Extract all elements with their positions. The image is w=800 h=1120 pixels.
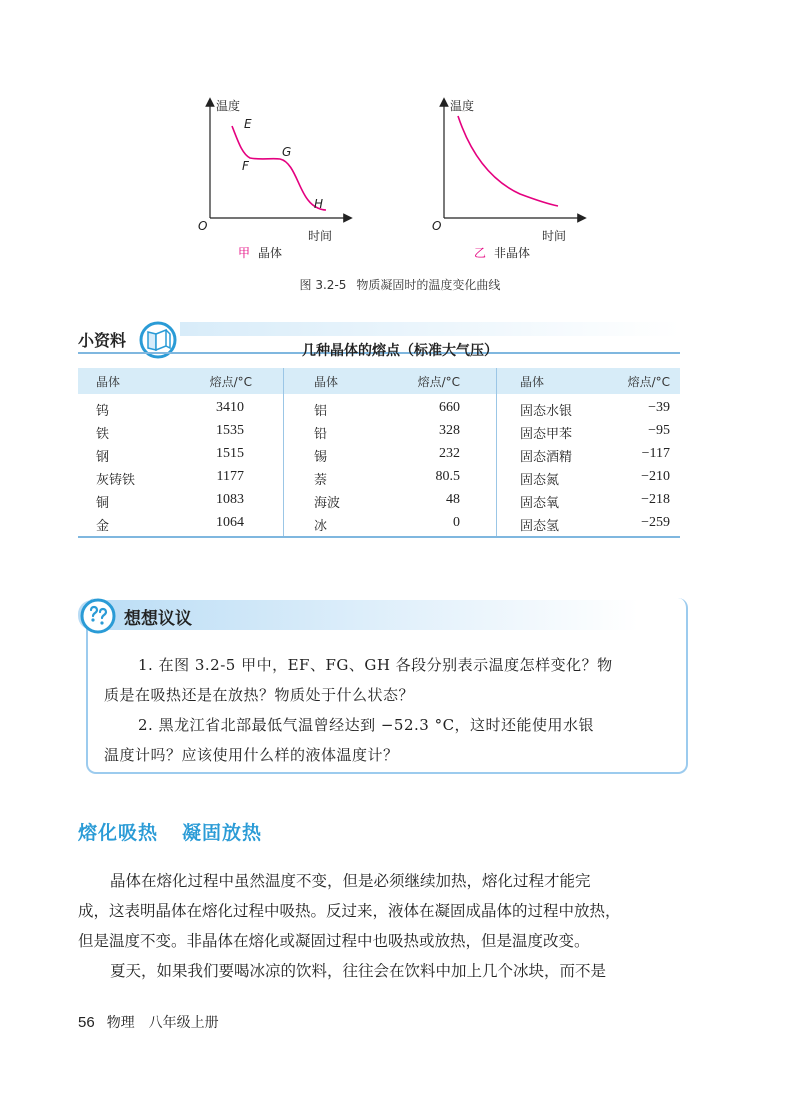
table-cell-name: 萘: [314, 473, 328, 488]
figure-caption-text: 物质凝固时的温度变化曲线: [356, 278, 501, 292]
table-cell-name: 铝: [314, 404, 328, 419]
info-box-tag: 小资料: [78, 331, 127, 350]
table-bottom-rule: [78, 536, 680, 538]
table-cell-name: 固态酒精: [520, 450, 573, 465]
table-cell-name: 灰铸铁: [96, 473, 136, 488]
figure-caption: [0, 276, 800, 293]
graph-a-mark: 甲: [238, 246, 251, 260]
point-g: G: [282, 145, 292, 159]
origin-label: O: [432, 219, 442, 233]
table-cell-value: 0: [453, 515, 460, 530]
table-cell-value: 3410: [216, 400, 244, 415]
page-footer: [78, 1012, 219, 1032]
table-cell-value: 660: [439, 400, 460, 415]
discussion-q2-line1: 2. 黑龙江省北部最低气温曾经达到 −52.3 °C，这时还能使用水银: [138, 716, 595, 734]
section-title-b: 凝固放热: [182, 822, 263, 844]
paragraph-line: 晶体在熔化过程中虽然温度不变，但是必须继续加热，熔化过程才能完: [110, 872, 591, 890]
paragraph-line: 夏天，如果我们要喝冰凉的饮料，往往会在饮料中加上几个冰块，而不是: [110, 962, 607, 980]
table-title: 几种晶体的熔点（标准大气压）: [302, 343, 498, 359]
table-header-name: 晶体: [96, 375, 121, 389]
table-cell-name: 金: [96, 519, 110, 534]
point-e: E: [244, 117, 252, 131]
table-cell-name: 固态氧: [520, 496, 560, 511]
discussion-q1-line1: 1. 在图 3.2-5 甲中，EF、FG、GH 各段分别表示温度怎样变化？物: [138, 656, 613, 674]
table-header-band: [78, 368, 680, 394]
table-cell-value: −218: [641, 492, 670, 507]
graph-b-mark: 乙: [474, 246, 487, 260]
table-cell-value: 1083: [216, 492, 244, 507]
table-cell-value: −95: [648, 423, 670, 438]
origin-label: O: [198, 219, 208, 233]
discussion-q1-line2: 质是在吸热还是在放热？物质处于什么状态？: [104, 686, 415, 704]
book-title: 物理 八年级上册: [106, 1015, 219, 1031]
table-header-name: 晶体: [314, 375, 339, 389]
table-cell-name: 铅: [314, 427, 328, 442]
discussion-icon: [80, 598, 116, 634]
table-cell-name: 钢: [96, 450, 110, 465]
graph-a-title: 晶体: [258, 246, 283, 260]
table-cell-name: 固态氢: [520, 519, 560, 534]
table-cell-name: 钨: [96, 404, 110, 419]
info-box-top-bar: [180, 322, 680, 336]
table-cell-value: 1535: [216, 423, 244, 438]
paragraph-line: 成，这表明晶体在熔化过程中吸热。反过来，液体在凝固成晶体的过程中放热，: [78, 902, 621, 920]
y-axis-label: 温度: [216, 99, 241, 113]
table-cell-value: 1177: [216, 469, 244, 484]
paragraph-line: 但是温度不变。非晶体在熔化或凝固过程中也吸热或放热，但是温度改变。: [78, 932, 590, 950]
table-cell-name: 冰: [314, 519, 328, 534]
table-cell-value: 80.5: [435, 469, 460, 484]
table-cell-value: 1064: [216, 515, 244, 530]
table-cell-name: 铁: [96, 427, 110, 442]
table-cell-value: −117: [641, 446, 670, 461]
discussion-title: 想想议议: [124, 609, 192, 629]
section-title-a: 熔化吸热: [78, 822, 159, 844]
table-cell-value: −39: [648, 400, 670, 415]
graph-b-title: 非晶体: [494, 246, 531, 260]
table-cell-value: 1515: [216, 446, 244, 461]
table-cell-name: 固态水银: [520, 404, 573, 419]
discussion-q2-line2: 温度计吗？应该使用什么样的液体温度计？: [104, 746, 399, 764]
table-header-value: 熔点/°C: [627, 375, 670, 389]
column-divider: [496, 368, 497, 536]
table-cell-value: 48: [446, 492, 460, 507]
table-cell-name: 固态甲苯: [520, 427, 573, 442]
section-title: [78, 818, 262, 845]
graph-b-label: [474, 244, 530, 261]
table-cell-value: 232: [439, 446, 460, 461]
x-axis-label: 时间: [308, 229, 333, 243]
table-cell-name: 铜: [96, 496, 110, 511]
table-cell-value: −210: [641, 469, 670, 484]
page-number: 56: [78, 1014, 95, 1031]
graph-a-label: [238, 244, 282, 261]
table-header-value: 熔点/°C: [417, 375, 460, 389]
table-cell-name: 固态氮: [520, 473, 560, 488]
table-header-name: 晶体: [520, 375, 545, 389]
graph-crystal: [190, 96, 360, 256]
table-cell-name: 锡: [314, 450, 328, 465]
point-h: H: [314, 197, 324, 211]
graph-noncrystal: [424, 96, 594, 256]
table-cell-value: −259: [641, 515, 670, 530]
point-f: F: [242, 159, 249, 173]
figure-caption-number: 图 3.2-5: [299, 278, 347, 292]
x-axis-label: 时间: [542, 229, 567, 243]
table-cell-value: 328: [439, 423, 460, 438]
noncrystal-curve: [458, 116, 558, 206]
table-cell-name: 海波: [314, 496, 341, 511]
column-divider: [283, 368, 284, 536]
y-axis-label: 温度: [450, 99, 475, 113]
table-header-value: 熔点/°C: [209, 375, 252, 389]
